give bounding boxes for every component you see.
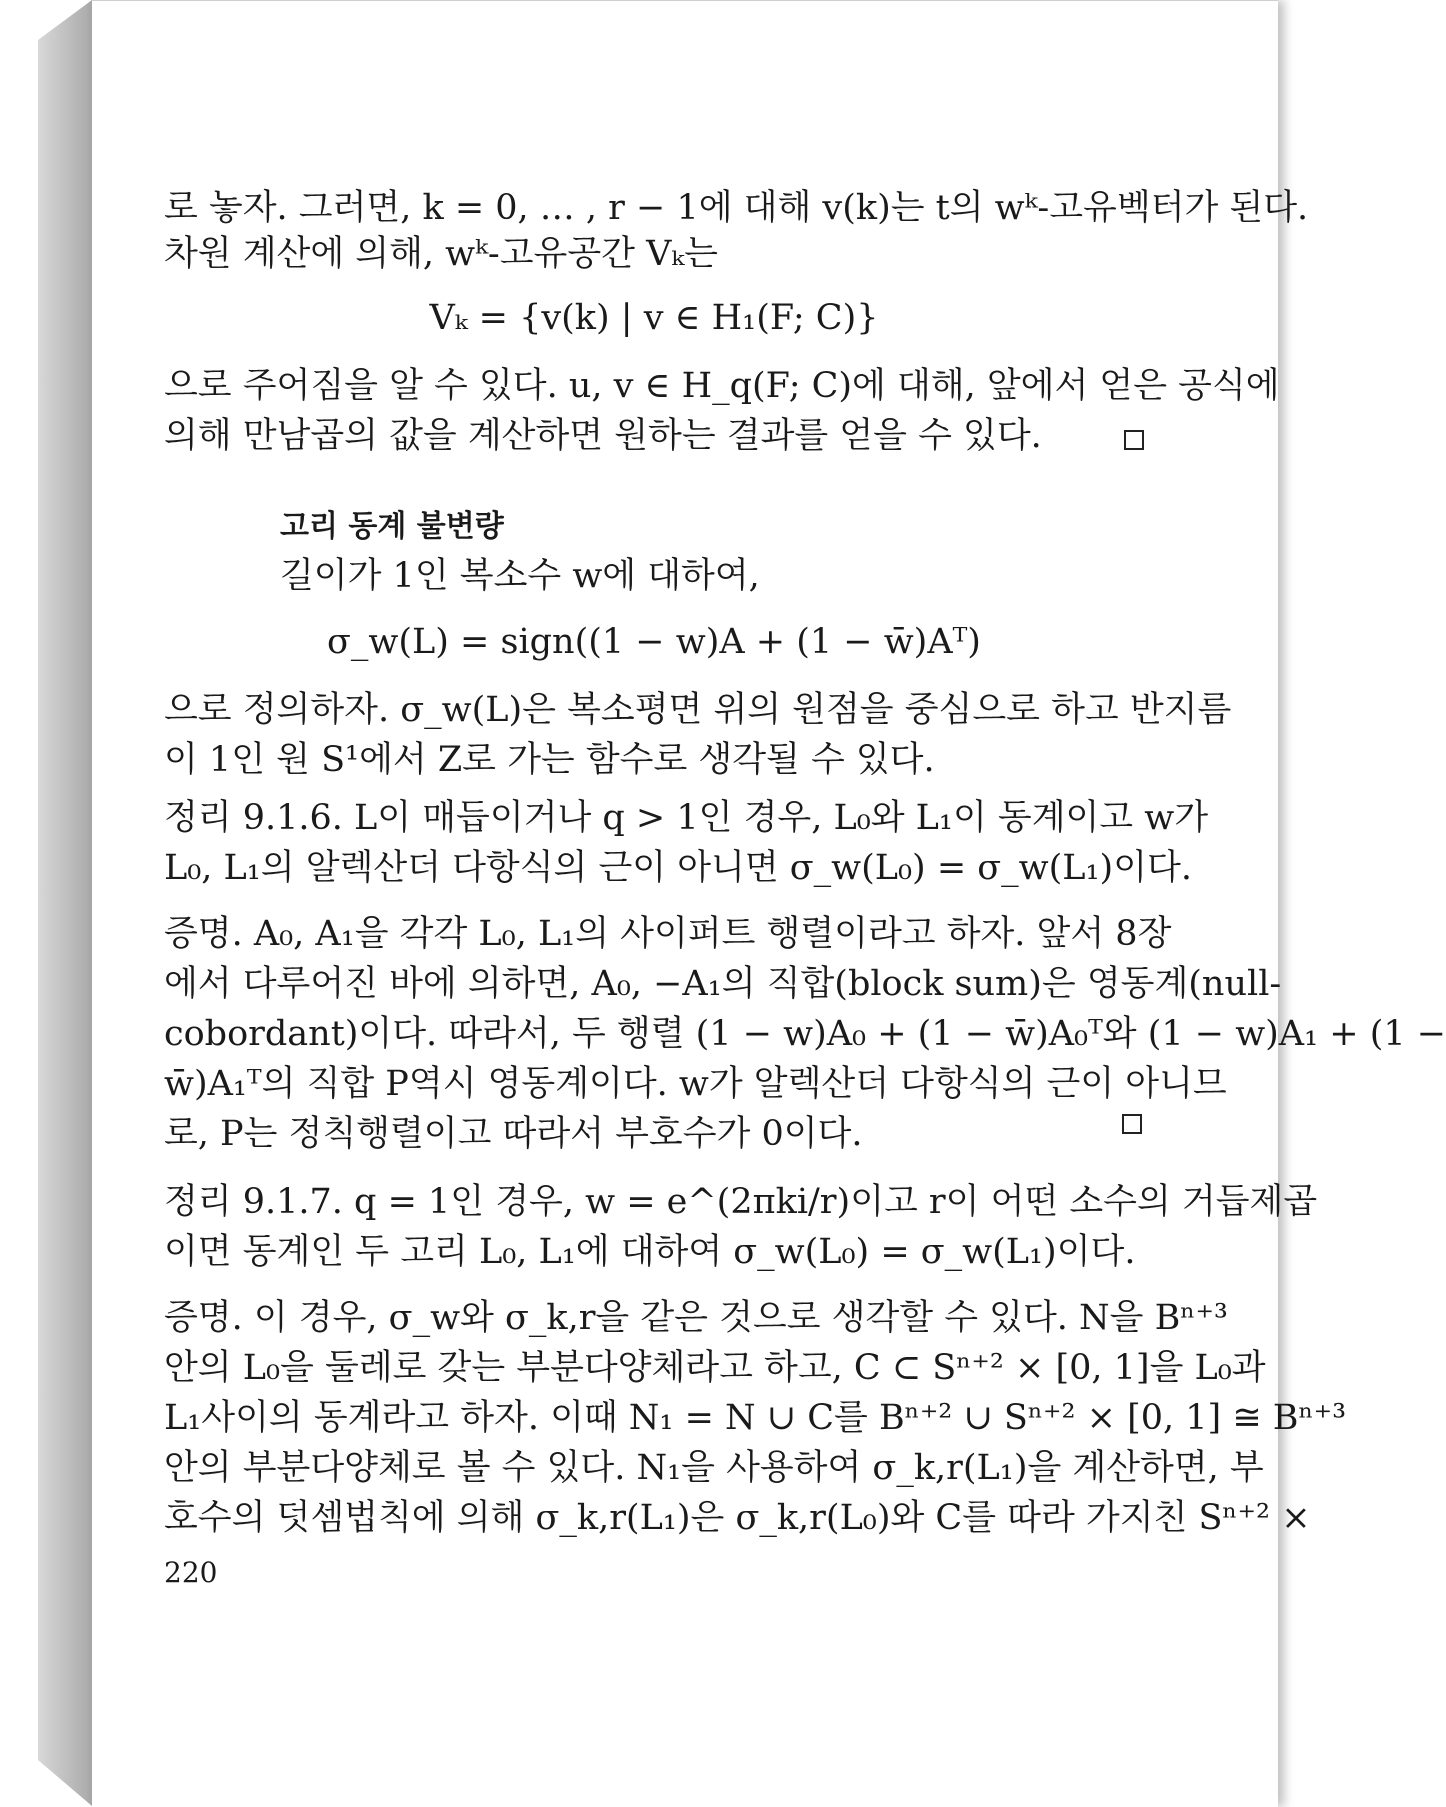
proof-1-line-1: 증명. A₀, A₁을 각각 L₀, L₁의 사이퍼트 행렬이라고 하자. 앞서 8장 (164, 914, 1172, 954)
text-line-5: 길이가 1인 복소수 w에 대하여, (280, 556, 760, 596)
proof-2-line-3: L₁사이의 동계라고 하자. 이때 N₁ = N ∪ C를 Bⁿ⁺² ∪ Sⁿ⁺² × [0, 1] ≅ Bⁿ⁺³ (164, 1398, 1347, 1438)
theorem-9-1-6-line-1: 정리 9.1.6. L이 매듭이거나 q > 1인 경우, L₀와 L₁이 동계이고 w가 (164, 798, 1209, 838)
text-line-3: 으로 주어짐을 알 수 있다. u, v ∈ H_q(F; C)에 대해, 앞에서 얻은 공식에 (164, 366, 1280, 406)
proof-2-line-5: 호수의 덧셈법칙에 의해 σ_k,r(L₁)은 σ_k,r(L₀)와 C를 따라 가지친 Sⁿ⁺² × (164, 1498, 1311, 1538)
book-spine (38, 0, 92, 1806)
qed-box-2 (1122, 1114, 1142, 1134)
text-line-1: 로 놓자. 그러면, k = 0, … , r − 1에 대해 v(k)는 t의 wᵏ-고유벡터가 된다. (164, 188, 1309, 228)
text-line-7: 이 1인 원 S¹에서 Z로 가는 함수로 생각될 수 있다. (164, 740, 935, 780)
proof-1-line-4: w̄)A₁ᵀ의 직합 P역시 영동계이다. w가 알렉산더 다항식의 근이 아니므 (164, 1064, 1227, 1104)
proof-1-line-2: 에서 다루어진 바에 의하면, A₀, −A₁의 직합(block sum)은 영동계(null- (164, 964, 1282, 1004)
proof-2-line-2: 안의 L₀을 둘레로 갖는 부분다양체라고 하고, C ⊂ Sⁿ⁺² × [0, 1]을 L₀과 (164, 1348, 1266, 1388)
section-heading: 고리 동계 불변량 (280, 509, 504, 544)
text-line-4: 의해 만남곱의 값을 계산하면 원하는 결과를 얻을 수 있다. (164, 416, 1042, 456)
proof-1-line-5: 로, P는 정칙행렬이고 따라서 부호수가 0이다. (164, 1114, 863, 1154)
proof-1-line-3: cobordant)이다. 따라서, 두 행렬 (1 − w)A₀ + (1 − w̄)A₀ᵀ와 (1 − w)A₁ + (1 − (164, 1014, 1446, 1054)
equation-eigenspace: Vₖ = {v(k) | v ∈ H₁(F; C)} (429, 298, 879, 338)
qed-box-1 (1124, 430, 1144, 450)
theorem-9-1-7-line-2: 이면 동계인 두 고리 L₀, L₁에 대하여 σ_w(L₀) = σ_w(L₁)이다. (164, 1232, 1136, 1272)
text-line-2: 차원 계산에 의해, wᵏ-고유공간 Vₖ는 (164, 234, 718, 274)
equation-signature: σ_w(L) = sign((1 − w)A + (1 − w̄)Aᵀ) (327, 622, 981, 662)
page-number: 220 (164, 1556, 218, 1589)
proof-2-line-1: 증명. 이 경우, σ_w와 σ_k,r을 같은 것으로 생각할 수 있다. N을 Bⁿ⁺³ (164, 1298, 1228, 1338)
theorem-9-1-6-line-2: L₀, L₁의 알렉산더 다항식의 근이 아니면 σ_w(L₀) = σ_w(L₁)이다. (164, 848, 1192, 888)
theorem-9-1-7-line-1: 정리 9.1.7. q = 1인 경우, w = e^(2πki/r)이고 r이 어떤 소수의 거듭제곱 (164, 1182, 1318, 1222)
text-line-6: 으로 정의하자. σ_w(L)은 복소평면 위의 원점을 중심으로 하고 반지름 (164, 690, 1232, 730)
proof-2-line-4: 안의 부분다양체로 볼 수 있다. N₁을 사용하여 σ_k,r(L₁)을 계산하면, 부 (164, 1448, 1264, 1488)
